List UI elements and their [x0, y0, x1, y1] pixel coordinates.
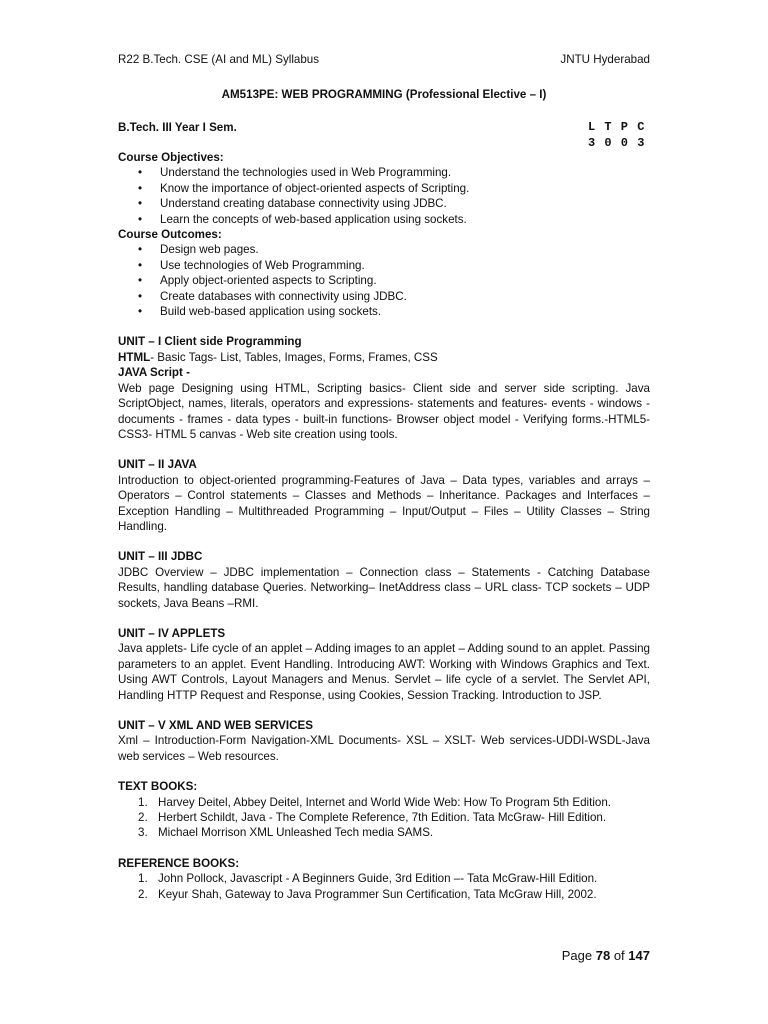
- page-total: 147: [628, 948, 650, 963]
- list-item: [118, 810, 650, 825]
- syllabus-body: [118, 150, 650, 902]
- list-item: [118, 825, 650, 840]
- objectives-list: [118, 165, 650, 227]
- item-number: 1.: [138, 872, 148, 886]
- unit1-html-text: - Basic Tags- List, Tables, Images, Forms, Frames, CSS: [150, 350, 438, 364]
- unit1-heading: UNIT – I Client side Programming: [118, 335, 302, 349]
- list-item: • Know the importance of object-oriented aspects of Scripting.: [118, 181, 650, 196]
- item-number: 3.: [138, 826, 148, 840]
- list-item: • Learn the concepts of web-based application using sockets.: [118, 212, 650, 227]
- outcomes-heading: Course Outcomes:: [118, 228, 222, 242]
- unit3-heading: UNIT – III JDBC: [118, 550, 203, 564]
- page-number: 78: [595, 948, 611, 963]
- header-university: JNTU Hyderabad: [560, 53, 650, 66]
- header-syllabus-title: R22 B.Tech. CSE (AI and ML) Syllabus: [118, 53, 320, 66]
- course-title: AM513PE: WEB PROGRAMMING (Professional Elective – I): [221, 88, 547, 101]
- unit1-js-label: JAVA Script -: [118, 366, 190, 380]
- document-page: [118, 0, 650, 1024]
- running-header: [118, 52, 650, 68]
- objectives-heading: Course Objectives:: [118, 151, 224, 164]
- list-item: • Understand creating database connectivity using JDBC.: [118, 196, 650, 211]
- list-item: [118, 887, 650, 902]
- unit5-heading: UNIT – V XML AND WEB SERVICES: [118, 719, 313, 732]
- reference-books-heading: REFERENCE BOOKS:: [118, 856, 240, 870]
- page-footer: [562, 948, 650, 963]
- text-books-list: [118, 795, 650, 841]
- list-item: • Understand the technologies used in Web Programming.: [118, 165, 650, 180]
- list-item: [118, 795, 650, 810]
- unit3-body: JDBC Overview – JDBC implementation – Connection class – Statements - Catching Database Results, handling database Queries. Networking– InetAddress class – URL class- TCP sockets – UDP sockets, Java Beans –RMI.: [118, 565, 650, 610]
- semester-label: B.Tech. III Year I Sem.: [118, 121, 237, 134]
- item-text: Herbert Schildt, Java - The Complete Reference, 7th Edition. Tata McGraw- Hill Edition.: [158, 811, 607, 825]
- item-text: Harvey Deitel, Abbey Deitel, Internet and World Wide Web: How To Program 5th Edition.: [158, 795, 612, 809]
- unit5-body: Xml – Introduction-Form Navigation-XML Documents- XSL – XSLT- Web services-UDDI-WSDL-Java web services – Web resources.: [118, 734, 650, 763]
- list-item: [118, 871, 650, 886]
- page-label: Page: [561, 948, 593, 963]
- item-text: Michael Morrison XML Unleashed Tech media SAMS.: [158, 826, 434, 840]
- text-books-heading: TEXT BOOKS:: [118, 780, 198, 794]
- item-number: 1.: [138, 795, 148, 809]
- item-text: Keyur Shah, Gateway to Java Programmer Sun Certification, Tata McGraw Hill, 2002.: [158, 887, 597, 901]
- item-number: 2.: [138, 811, 148, 825]
- unit1-body: Web page Designing using HTML, Scripting basics- Client side and server side scripting. Java ScriptObject, names, literals, operators and expressions- statements and features- events - windows - documents - frames - data types - built-in functions- Browser object model - Verifying forms.-HTML5- CSS3- HTML 5 canvas - Web site creation using tools.: [118, 381, 650, 441]
- ltpc-block: [588, 119, 645, 151]
- unit2-body: Introduction to object-oriented programming-Features of Java – Data types, variables and arrays – Operators – Control statements – Classes and Methods – Inheritance. Packages and Interfaces – Exception Handling – Multithreaded Programming – Input/Output – Files – Utility Classes – String Handling.: [118, 473, 650, 533]
- reference-books-list: [118, 871, 650, 902]
- list-item: • Design web pages.: [118, 242, 650, 257]
- list-item: • Build web-based application using sockets.: [118, 304, 650, 319]
- ltpc-values: 3 0 0 3: [588, 136, 646, 150]
- unit4-heading: UNIT – IV APPLETS: [118, 626, 226, 640]
- unit1-html-label: HTML: [118, 350, 151, 364]
- of-label: of: [613, 948, 625, 963]
- ltpc-labels: L T P C: [588, 120, 646, 134]
- list-item: • Use technologies of Web Programming.: [118, 258, 650, 273]
- list-item: • Apply object-oriented aspects to Scripting.: [118, 273, 650, 288]
- outcomes-list: [118, 242, 650, 319]
- unit1-html-line: [118, 350, 650, 365]
- list-item: • Create databases with connectivity using JDBC.: [118, 289, 650, 304]
- unit4-body: Java applets- Life cycle of an applet – Adding images to an applet – Adding sound to an applet. Passing parameters to an applet. Event Handling. Introducing AWT: Working with Windows Graphics and Text. Using AWT Controls, Layout Managers and Menus. Servlet – life cycle of a servlet. The Servlet API, Handling HTTP Request and Response, using Cookies, Session Tracking. Introduction to JSP.: [118, 642, 650, 702]
- item-number: 2.: [138, 887, 148, 901]
- unit2-heading: UNIT – II JAVA: [118, 458, 197, 472]
- item-text: John Pollock, Javascript - A Beginners Guide, 3rd Edition –- Tata McGraw-Hill Edition.: [158, 872, 598, 886]
